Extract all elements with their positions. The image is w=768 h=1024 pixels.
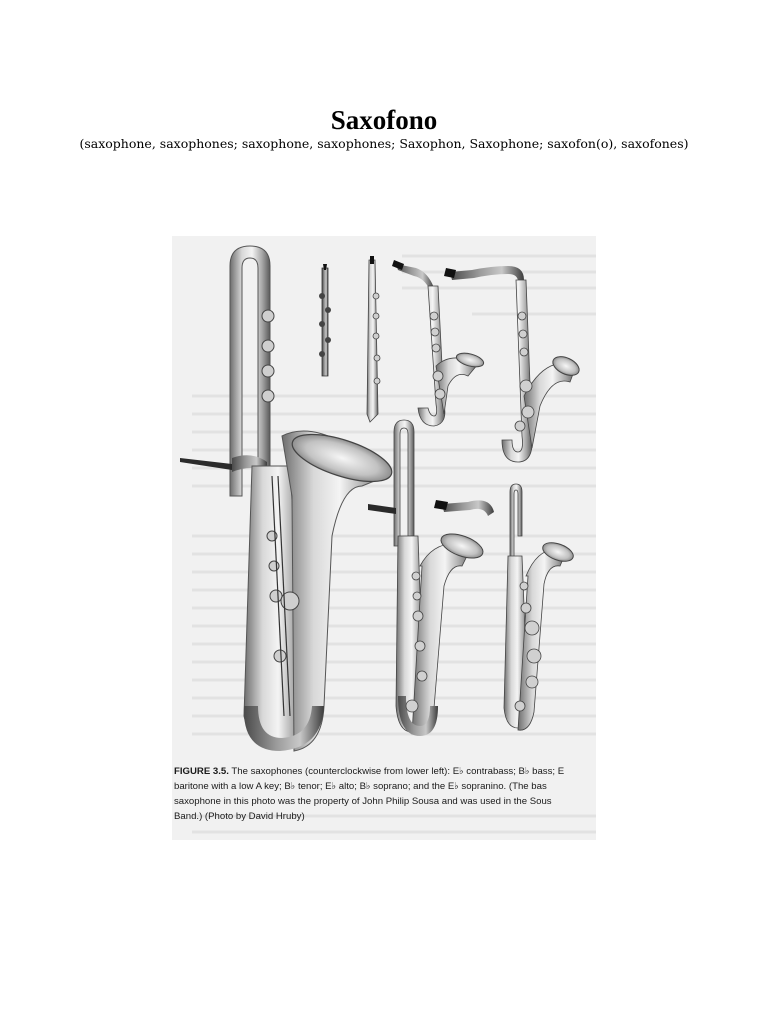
page-subtitle: (saxophone, saxophones; saxophone, saxophones; Saxophon, Saxophone; saxofon(o), saxofones) [79, 136, 689, 151]
alto-saxophone [392, 260, 485, 426]
figure-label: FIGURE 3.5. [174, 766, 229, 777]
figure-caption [174, 764, 596, 824]
page-title: Saxofono [330, 105, 438, 135]
scanned-figure [172, 236, 596, 840]
sopranino-saxophone [319, 264, 331, 376]
saxophones-photo [172, 236, 596, 840]
figure-caption-text: The saxophones (counterclockwise from lower left): E♭ contrabass; B♭ bass; E baritone with a low A key; B♭ tenor; E♭ alto; B♭ soprano; and the E♭ sopranino. (The bas saxophone in this photo was the property of John Philip Sousa and was used in the Sous Band.) (Photo by David Hruby) [174, 766, 565, 822]
contrabass-saxophone [180, 246, 397, 751]
soprano-saxophone [367, 256, 380, 422]
